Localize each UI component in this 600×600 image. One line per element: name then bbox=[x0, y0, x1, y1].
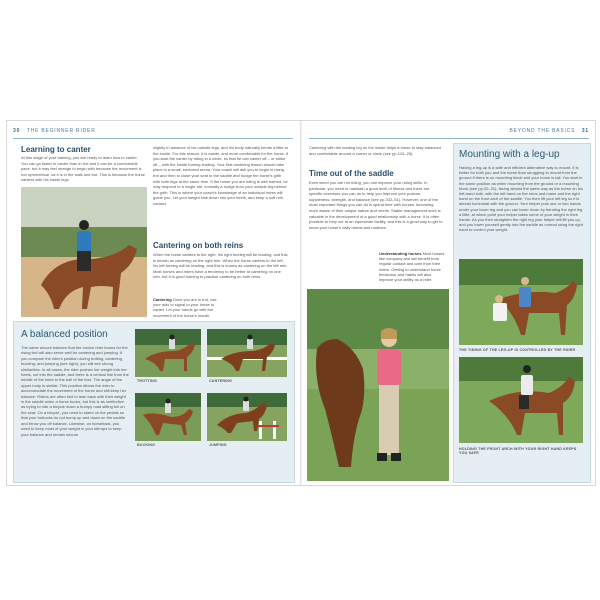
horse-photo bbox=[21, 187, 147, 317]
left-header-rule bbox=[13, 138, 293, 139]
left-page-number: 30 bbox=[13, 128, 21, 134]
learning-to-canter-heading: Learning to canter bbox=[21, 145, 91, 154]
left-running-title: THE BEGINNER RIDER bbox=[26, 128, 96, 134]
gutter bbox=[300, 121, 302, 485]
leg-up-photo-2 bbox=[459, 357, 583, 443]
cantering-photo bbox=[207, 329, 287, 377]
jumping-photo bbox=[207, 393, 287, 441]
leg-up-body: Having a leg-up is a safe and efficient alternative way to mount. It is better for both you and the horse than struggling to mount from the ground if there is no mounting block and your horse is tall. You start in the same position as when mounting from the ground or a mounting block (see pp.20–21), facing almost the same way as the horse on his left-hand side, with the left hand on the reins and mane and the right hand on the front arch of the saddle. You then lift your left leg so it is almost horizontal with the ground. Your helper puts one or two hands under your lower leg and you can lower down by bending the right leg a little, at which point your helper takes some of your weight in their hands. As you then straighten the right leg your helper will lift you up, and you lower yourself gently into the saddle as normal using the right hand to control your weight. bbox=[459, 165, 583, 233]
balanced-position-body: The same secure balance that the novice rider learns for the rising trot will also serve well for cantering and jumping. If you compare the rider's position during trotting, cantering, bucking, and jumping (see right), you will see strong similarities. In all cases, the rider pushes her weight into her heels, not into the saddle, and there is a vertical line from the middle of the knee to the ball of the foot. The angle of the upper body is similar. This position allows the rider to accommodate the movement of the horse and still keep her balance. Riders are often told to lean back with their weight in the saddle when a horse bucks, but this is as ineffective as trying to ride a bicycle down a bumpy road sitting full on the seat. On a bicycle, you need to stand on the pedals so that your buttocks do not bump up and down on the saddle and throw you off balance. Likewise, on horseback, you need to keep most of your weight in your stirrups to keep your balance and remain secure. bbox=[21, 345, 129, 437]
right-page-number: 31 bbox=[581, 128, 589, 134]
understanding-caption-bold: Understanding horses bbox=[379, 251, 422, 256]
bucking-label: BUCKING bbox=[137, 443, 156, 447]
right-running-title: BEYOND THE BASICS bbox=[509, 128, 576, 134]
time-out-heading: Time out of the saddle bbox=[309, 169, 394, 178]
rider-photo bbox=[307, 289, 449, 481]
understanding-caption-text: Most horses like company and will benefit from regular contact and care from their riders. Getting to understand horse behaviour and habits will also improve your ability as a rider. bbox=[379, 251, 445, 283]
book-spread bbox=[6, 120, 596, 486]
cantering-caption-text: Once you are in trot, use your aids to signal to your horse to canter. Let your hands go with the movement of the horse's mouth. bbox=[153, 297, 217, 318]
trotting-photo bbox=[135, 329, 201, 377]
learning-to-canter-body: At this stage of your training, you are ready to learn how to canter. You can go faster in canter than in trot and it can be a comfortable pace, but it may feel strange to begin with because the movement is not symmetrical, as it is in the walk and trot. This is because the horse canters with his inside legs bbox=[21, 155, 145, 183]
trotting-label: TROTTING bbox=[137, 379, 157, 383]
right-header-rule bbox=[309, 138, 589, 139]
balanced-position-title: A balanced position bbox=[21, 329, 108, 340]
leg-up-caption-1: THE TIMING OF THE LEG-UP IS CONTROLLED BY THE RIDER bbox=[459, 348, 576, 352]
cantering-caption-bold: Cantering bbox=[153, 297, 172, 302]
left-running-head bbox=[13, 128, 96, 137]
leg-up-photo-1 bbox=[459, 259, 583, 345]
cantering-on-both-reins-heading: Cantering on both reins bbox=[153, 241, 244, 250]
right-intro-text: Cantering with the leading leg on the inside helps a horse to stay balanced and comfortable around a corner or circle (see pp.124–25). bbox=[309, 145, 441, 156]
cantering-caption bbox=[153, 297, 223, 318]
right-running-head bbox=[510, 128, 590, 137]
bucking-photo bbox=[135, 393, 201, 441]
leg-up-caption-2: HOLDING THE FRONT ARCH WITH YOUR RIGHT HAND KEEPS YOU SAFE bbox=[459, 447, 577, 455]
column2-body: slightly in advance of his outside legs, and his body naturally bends a little to the inside. For this reason, it is easier, and more comfortable for the horse, if you start the canter by riding in a circle, so that he can canter off – or strike off – with the inside foreleg leading. Your first cantering lesson should take place in a small, enclosed arena. Your coach will ask you to begin in rising trot and then to close your seat to the saddle and nudge the horse's girth with both legs at the same time. If the horse you are riding is well trained, he may respond to a single aid, normally a nudge from your outside leg behind the girth. This is where your coach's knowledge of an individual horse will guide you. Let your weight sink down into your heels, and keep a soft rein contact. bbox=[153, 145, 288, 206]
jumping-label: JUMPING bbox=[209, 443, 227, 447]
understanding-caption bbox=[379, 251, 445, 282]
cantering-on-both-reins-body: When the horse canters to the right, his right foreleg will be leading, and this is known as cantering on the right rein. When the horse canters to the left, his left foreleg will be leading, and this is known as cantering on the left rein. Most horses and riders have a tendency to be better at cantering on one rein, but it is good training to practise cantering on both reins. bbox=[153, 252, 288, 280]
cantering-label: CANTERING bbox=[209, 379, 233, 383]
leg-up-title: Mounting with a leg-up bbox=[459, 149, 560, 160]
time-out-body: Even when you are not riding, you can improve your riding skills. In particular, you need to maintain a good level of fitness and there are specific exercises you can do to help you improve your posture, suppleness, strength, and balance (see pp.332–51). However, one of the most important things you can do is spend time with horses, becoming more aware of their unique nature and needs. Stable-management work is valuable in the development of a good relationship with a horse. It is often possible to help out at an equestrian facility, and this is a good way to get to know your horse's daily needs and routines. bbox=[309, 180, 443, 230]
